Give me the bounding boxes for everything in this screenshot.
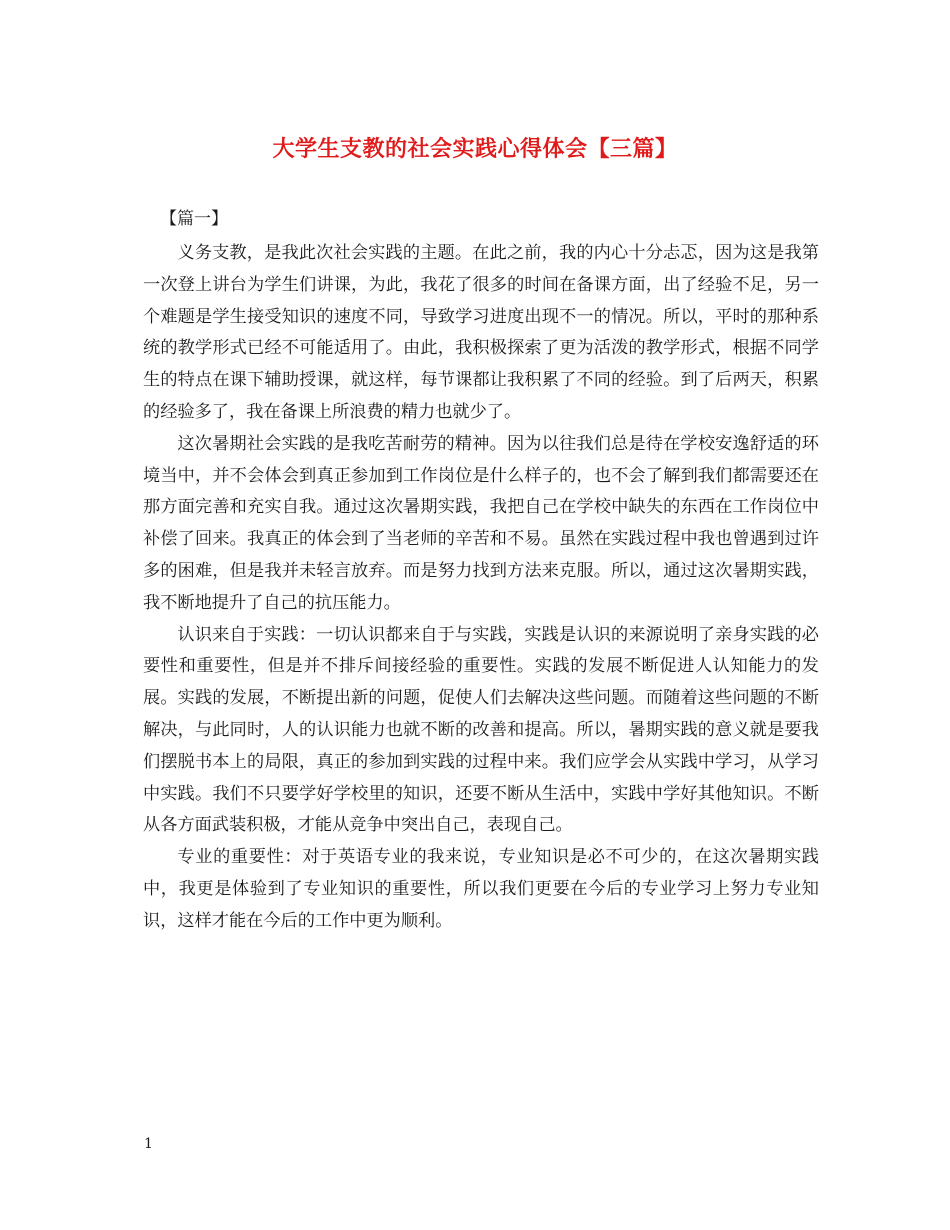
section-label: 【篇一】 [160, 209, 228, 229]
document-title: 大学生支教的社会实践心得体会【三篇】 [272, 136, 678, 162]
paragraph: 专业的重要性：对于英语专业的我来说，专业知识是必不可少的，在这次暑期实践中，我更是体验到了专业知识的重要性，所以我们更要在今后的专业学习上努力专业知识，这样才能在今后的工作中更为顺利。 [143, 847, 819, 931]
document-body [143, 238, 819, 938]
paragraph: 这次暑期社会实践的是我吃苦耐劳的精神。因为以往我们总是待在学校安逸舒适的环境当中，并不会体会到真正参加到工作岗位是什么样子的，也不会了解到我们都需要还在那方面完善和充实自我。通过这次暑期实践，我把自己在学校中缺失的东西在工作岗位中补偿了回来。我真正的体会到了当老师的辛苦和不易。虽然在实践过程中我也曾遇到过许多的困难，但是我并未轻言放弃。而是努力找到方法来克服。所以，通过这次暑期实践，我不断地提升了自己的抗压能力。 [143, 433, 819, 613]
paragraph: 认识来自于实践：一切认识都来自于与实践，实践是认识的来源说明了亲身实践的必要性和重要性，但是并不排斥间接经验的重要性。实践的发展不断促进人认知能力的发展。实践的发展，不断提出新的问题，促使人们去解决这些问题。而随着这些问题的不断解决，与此同时，人的认识能力也就不断的改善和提高。所以，暑期实践的意义就是要我们摆脱书本上的局限，真正的参加到实践的过程中来。我们应学会从实践中学习，从学习中实践。我们不只要学好学校里的知识，还要不断从生活中，实践中学好其他知识。不断从各方面武装积极，才能从竞争中突出自己，表现自己。 [143, 624, 819, 836]
page-number: 1 [144, 1136, 153, 1152]
paragraph: 义务支教，是我此次社会实践的主题。在此之前，我的内心十分忐忑，因为这是我第一次登上讲台为学生们讲课，为此，我花了很多的时间在备课方面，出了经验不足，另一个难题是学生接受知识的速度不同，导致学习进度出现不一的情况。所以，平时的那种系统的教学形式已经不可能适用了。由此，我积极探索了更为活泼的教学形式，根据不同学生的特点在课下辅助授课，就这样，每节课都让我积累了不同的经验。到了后两天，积累的经验多了，我在备课上所浪费的精力也就少了。 [143, 243, 819, 422]
